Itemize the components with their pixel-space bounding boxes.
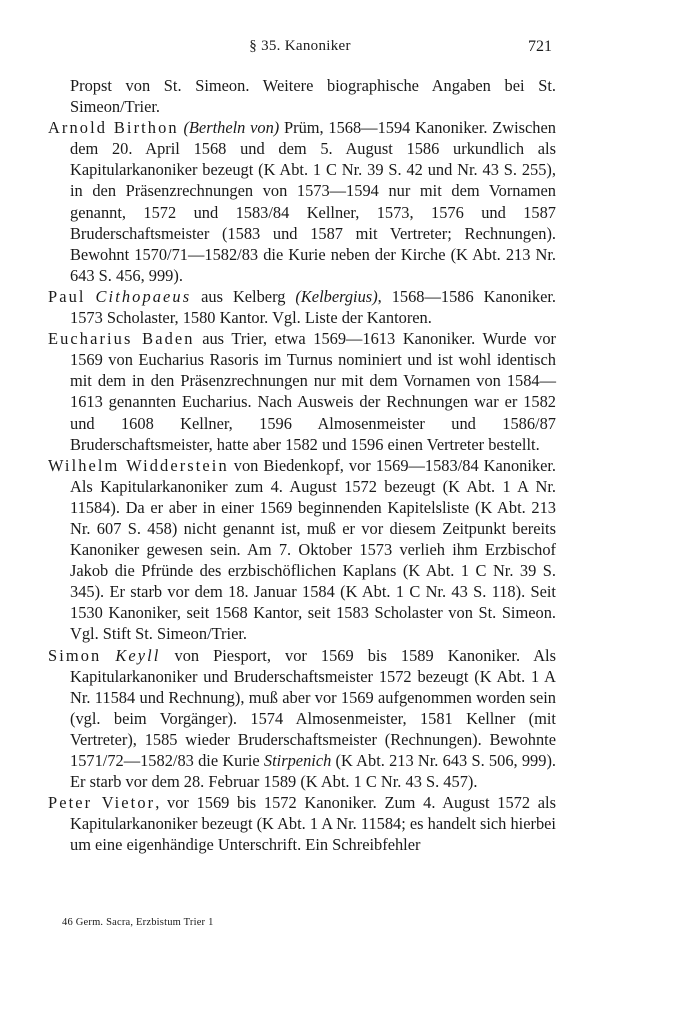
entry-baden bbox=[48, 328, 556, 455]
person-name: Eucharius Baden bbox=[48, 329, 195, 349]
person-name: Peter Vietor bbox=[48, 793, 156, 813]
person-name: Wilhelm Widderstein bbox=[48, 455, 229, 475]
entry-text: von Biedenkopf, vor 1569—1583/84 Kanoniker. Als Kapitularkanoniker zum 4. August 1572 bezeugt (K Abt. 1 A Nr. 11584). Da er aber in einer 1569 beginnenden Kapitelsliste (K Abt. 213 Nr. 607 S. 458) nicht genannt ist, muß er vor diesem Zeitpunkt bereits Kanoniker gewesen sein. Am 7. Oktober 1573 verlieh ihm Erzbischof Jakob die Pfründe des erzbischöflichen Kaplans (K Abt. 1 C Nr. 39 S. 345). Er starb vor dem 18. Januar 1584 (K Abt. 1 C Nr. 43 S. 118). Seit 1530 Kanoniker, seit 1568 Kantor, seit 1583 Scholaster von St. Simeon. Vgl. Stift St. Simeon/Trier. bbox=[70, 455, 557, 644]
entry-text: , 1568—1586 Kanoniker. 1573 Scholaster, 1580 Kantor. Vgl. Liste der Kantoren. bbox=[70, 286, 556, 328]
section-title: § 35. Kanoniker bbox=[249, 38, 351, 54]
person-first-name: Paul bbox=[48, 286, 86, 306]
entry-keyll bbox=[48, 645, 556, 793]
entry-text: aus Trier, etwa 1569—1613 Kanoniker. Wurde vor 1569 von Eucharius Rasoris im Turnus nominiert und ist wohl identisch mit dem in den Präsenzrechnungen nur mit dem Vornamen von 1584—1613 genannten Eucharius. Nach Ausweis der Rechnungen war er 1582 und 1608 Kellner, 1596 Almosenmeister und 1586/87 Bruderschaftsmeister, hatte aber 1582 und 1596 einen Vertreter bestellt. bbox=[70, 329, 556, 454]
entry-birthon bbox=[48, 117, 556, 286]
person-last-name: Cithopaeus bbox=[95, 286, 192, 306]
entry-text: Propst von St. Simeon. Weitere biographische Angaben bei St. Simeon/Trier. bbox=[70, 76, 556, 117]
entry-widderstein bbox=[48, 455, 556, 645]
person-name: Arnold Birthon bbox=[48, 118, 179, 138]
running-header bbox=[48, 38, 552, 60]
entry-vietor bbox=[48, 792, 556, 855]
person-first-name: Simon bbox=[48, 645, 102, 665]
entry-text: aus Kelberg bbox=[191, 286, 296, 306]
entry-text: Prüm, 1568—1594 Kanoniker. Zwischen dem 20. April 1568 und dem 5. August 1586 urkundlich als Kapitularkanoniker bezeugt (K Abt. 1 C Nr. 39 S. 42 und Nr. 43 S. 255), in den Präsenzrechnungen von 1573—1594 nur mit dem Vornamen genannt, 1572 und 1583/84 Kellner, 1573, 1576 und 1587 Bruderschaftsmeister (1583 und 1587 mit Vertreter; Rechnungen). Bewohnt 1570/71—1582/83 die Kurie neben der Kirche (K Abt. 213 Nr. 643 S. 456, 999). bbox=[70, 118, 556, 285]
name-variant: (Kelbergius) bbox=[295, 286, 378, 306]
entry-text: von Piesport, vor 1569 bis 1589 Kanoniker. Als Kapitularkanoniker und Bruderschaftsmeister 1572 bezeugt (K Abt. 1 A Nr. 11584 und Rechnung), muß aber vor 1569 aufgenommen worden sein (vgl. beim Vorgänger). 1574 Almosenmeister, 1581 Kellner (mit Vertreter), 1585 wieder Bruderschaftsmeister (Rechnungen). Bewohnte 1571/72—1582/83 die Kurie bbox=[70, 645, 556, 770]
page-number: 721 bbox=[528, 38, 552, 55]
kurie-name: Stirpenich bbox=[263, 751, 332, 770]
person-last-name: Keyll bbox=[115, 645, 161, 665]
entry-cithopaeus bbox=[48, 286, 556, 328]
entry-text: (K Abt. 213 Nr. 643 S. 506, 999). Er starb vor dem 28. Februar 1589 (K Abt. 1 C Nr. 43 S. 457). bbox=[70, 751, 556, 792]
name-variant: (Bertheln von) bbox=[183, 118, 280, 138]
entry-text: , vor 1569 bis 1572 Kanoniker. Zum 4. August 1572 als Kapitularkanoniker bezeugt (K Abt. 1 A Nr. 11584; es handelt sich hierbei um eine eigenhändige Unterschrift. Ein Schreibfehler bbox=[70, 793, 556, 855]
footer-signature: 46 Germ. Sacra, Erzbistum Trier 1 bbox=[62, 917, 214, 928]
entry-continuation bbox=[48, 75, 556, 117]
page-body bbox=[48, 75, 556, 855]
